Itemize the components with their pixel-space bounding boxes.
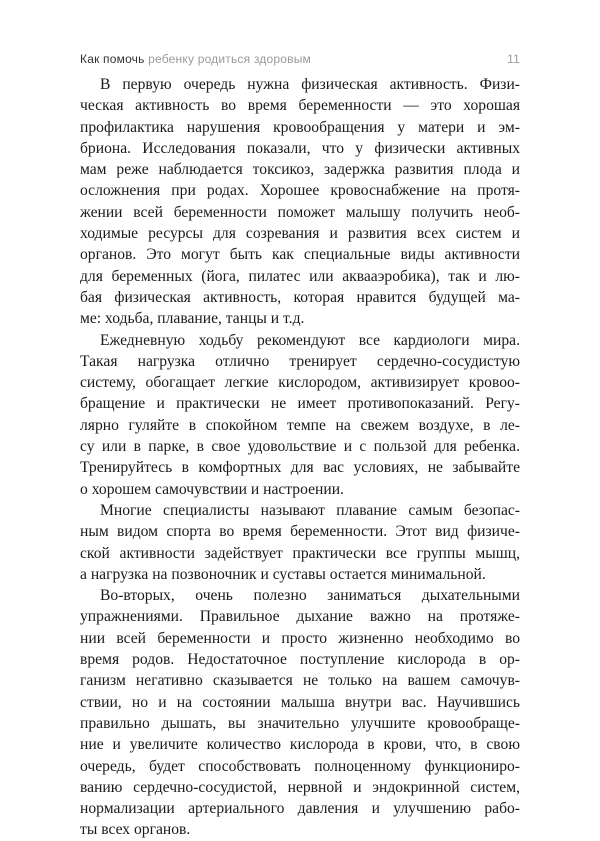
paragraph <box>80 330 520 500</box>
text-line: время родов. Недостаточное поступление кислорода в ор- <box>80 651 520 669</box>
paragraph <box>80 585 520 841</box>
text-line: нии всей беременности и просто жизненно необходимо во <box>80 629 520 647</box>
text-line: жении всей беременности поможет малышу получить необ- <box>80 203 520 221</box>
text-line: ным видом спорта во время беременности. Этот вид физиче- <box>80 523 520 541</box>
paragraph <box>80 74 520 330</box>
text-line: В первую очередь нужна физическая активность. Физи- <box>100 76 520 93</box>
text-line: органов. Это могут быть как специальные виды активности <box>80 246 520 264</box>
text-line: ской активности задействует практически все группы мышц, <box>80 544 520 562</box>
running-header <box>80 52 520 68</box>
text-line: ты всех органов. <box>80 821 191 839</box>
body-text <box>80 74 520 841</box>
text-line: бая физическая активность, которая нравится будущей ма- <box>80 288 520 306</box>
text-line: Во-вторых, очень полезно заниматься дыхательными <box>100 587 520 605</box>
text-line: о хорошем самочувствии и настроении. <box>80 480 344 498</box>
text-line: систему, обогащает легкие кислородом, активизирует кровоо- <box>80 374 520 392</box>
text-line: Многие специалисты называют плавание самым безопас- <box>100 501 520 519</box>
text-line: мам реже наблюдается токсикоз, задержка развития плода и <box>80 161 520 179</box>
text-line: для беременных (йога, пилатес или аквааэробика), так и лю- <box>80 267 520 285</box>
text-line: профилактика нарушения кровообращения у матери и эм- <box>80 118 520 136</box>
text-line: ческая активность во время беременности — это хорошая <box>80 97 520 115</box>
page-number: 11 <box>507 52 520 66</box>
text-line: правильно дышать, вы значительно улучшите кровообраще- <box>80 714 520 732</box>
text-line: бриона. Исследования показали, что у физически активных <box>80 139 520 157</box>
text-line: Ежедневную ходьбу рекомендуют все кардиологи мира. <box>100 331 520 349</box>
text-line: очередь, будет способствовать полноценному функциониро- <box>80 757 520 775</box>
paragraph <box>80 500 520 585</box>
text-line: нормализации артериального давления и улучшению рабо- <box>80 800 520 818</box>
header-title-strong: Как помочь <box>80 52 145 66</box>
text-line: а нагрузка на позвоночник и суставы остается минимальной. <box>80 565 486 583</box>
text-line: ствии, но и на состоянии малыша внутри вас. Научившись <box>80 693 520 711</box>
header-title-light: ребенку родиться здоровым <box>144 52 311 66</box>
text-line: ганизм негативно сказывается не только на вашем самочув- <box>80 672 520 690</box>
text-line: ходимые ресурсы для созревания и развития всех систем и <box>80 225 520 243</box>
text-line: Тренируйтесь в комфортных для вас условиях, не забывайте <box>80 459 520 477</box>
text-line: бращение и практически не имеет противопоказаний. Регу- <box>80 395 520 413</box>
text-line: лярно гуляйте в спокойном темпе на свежем воздухе, в ле- <box>80 416 520 434</box>
text-line: су или в парке, в свое удовольствие и с пользой для ребенка. <box>80 438 520 456</box>
text-line: ние и увеличите количество кислорода в крови, что, в свою <box>80 736 520 754</box>
text-line: осложнения при родах. Хорошее кровоснабжение на протя- <box>80 182 520 200</box>
text-line: ванию сердечно-сосудистой, нервной и эндокринной систем, <box>80 778 520 796</box>
text-line: ме: ходьба, плавание, танцы и т.д. <box>80 310 305 328</box>
text-line: Такая нагрузка отлично тренирует сердечно-сосудистую <box>80 352 520 370</box>
text-line: упражнениями. Правильное дыхание важно на протяже- <box>80 608 520 626</box>
